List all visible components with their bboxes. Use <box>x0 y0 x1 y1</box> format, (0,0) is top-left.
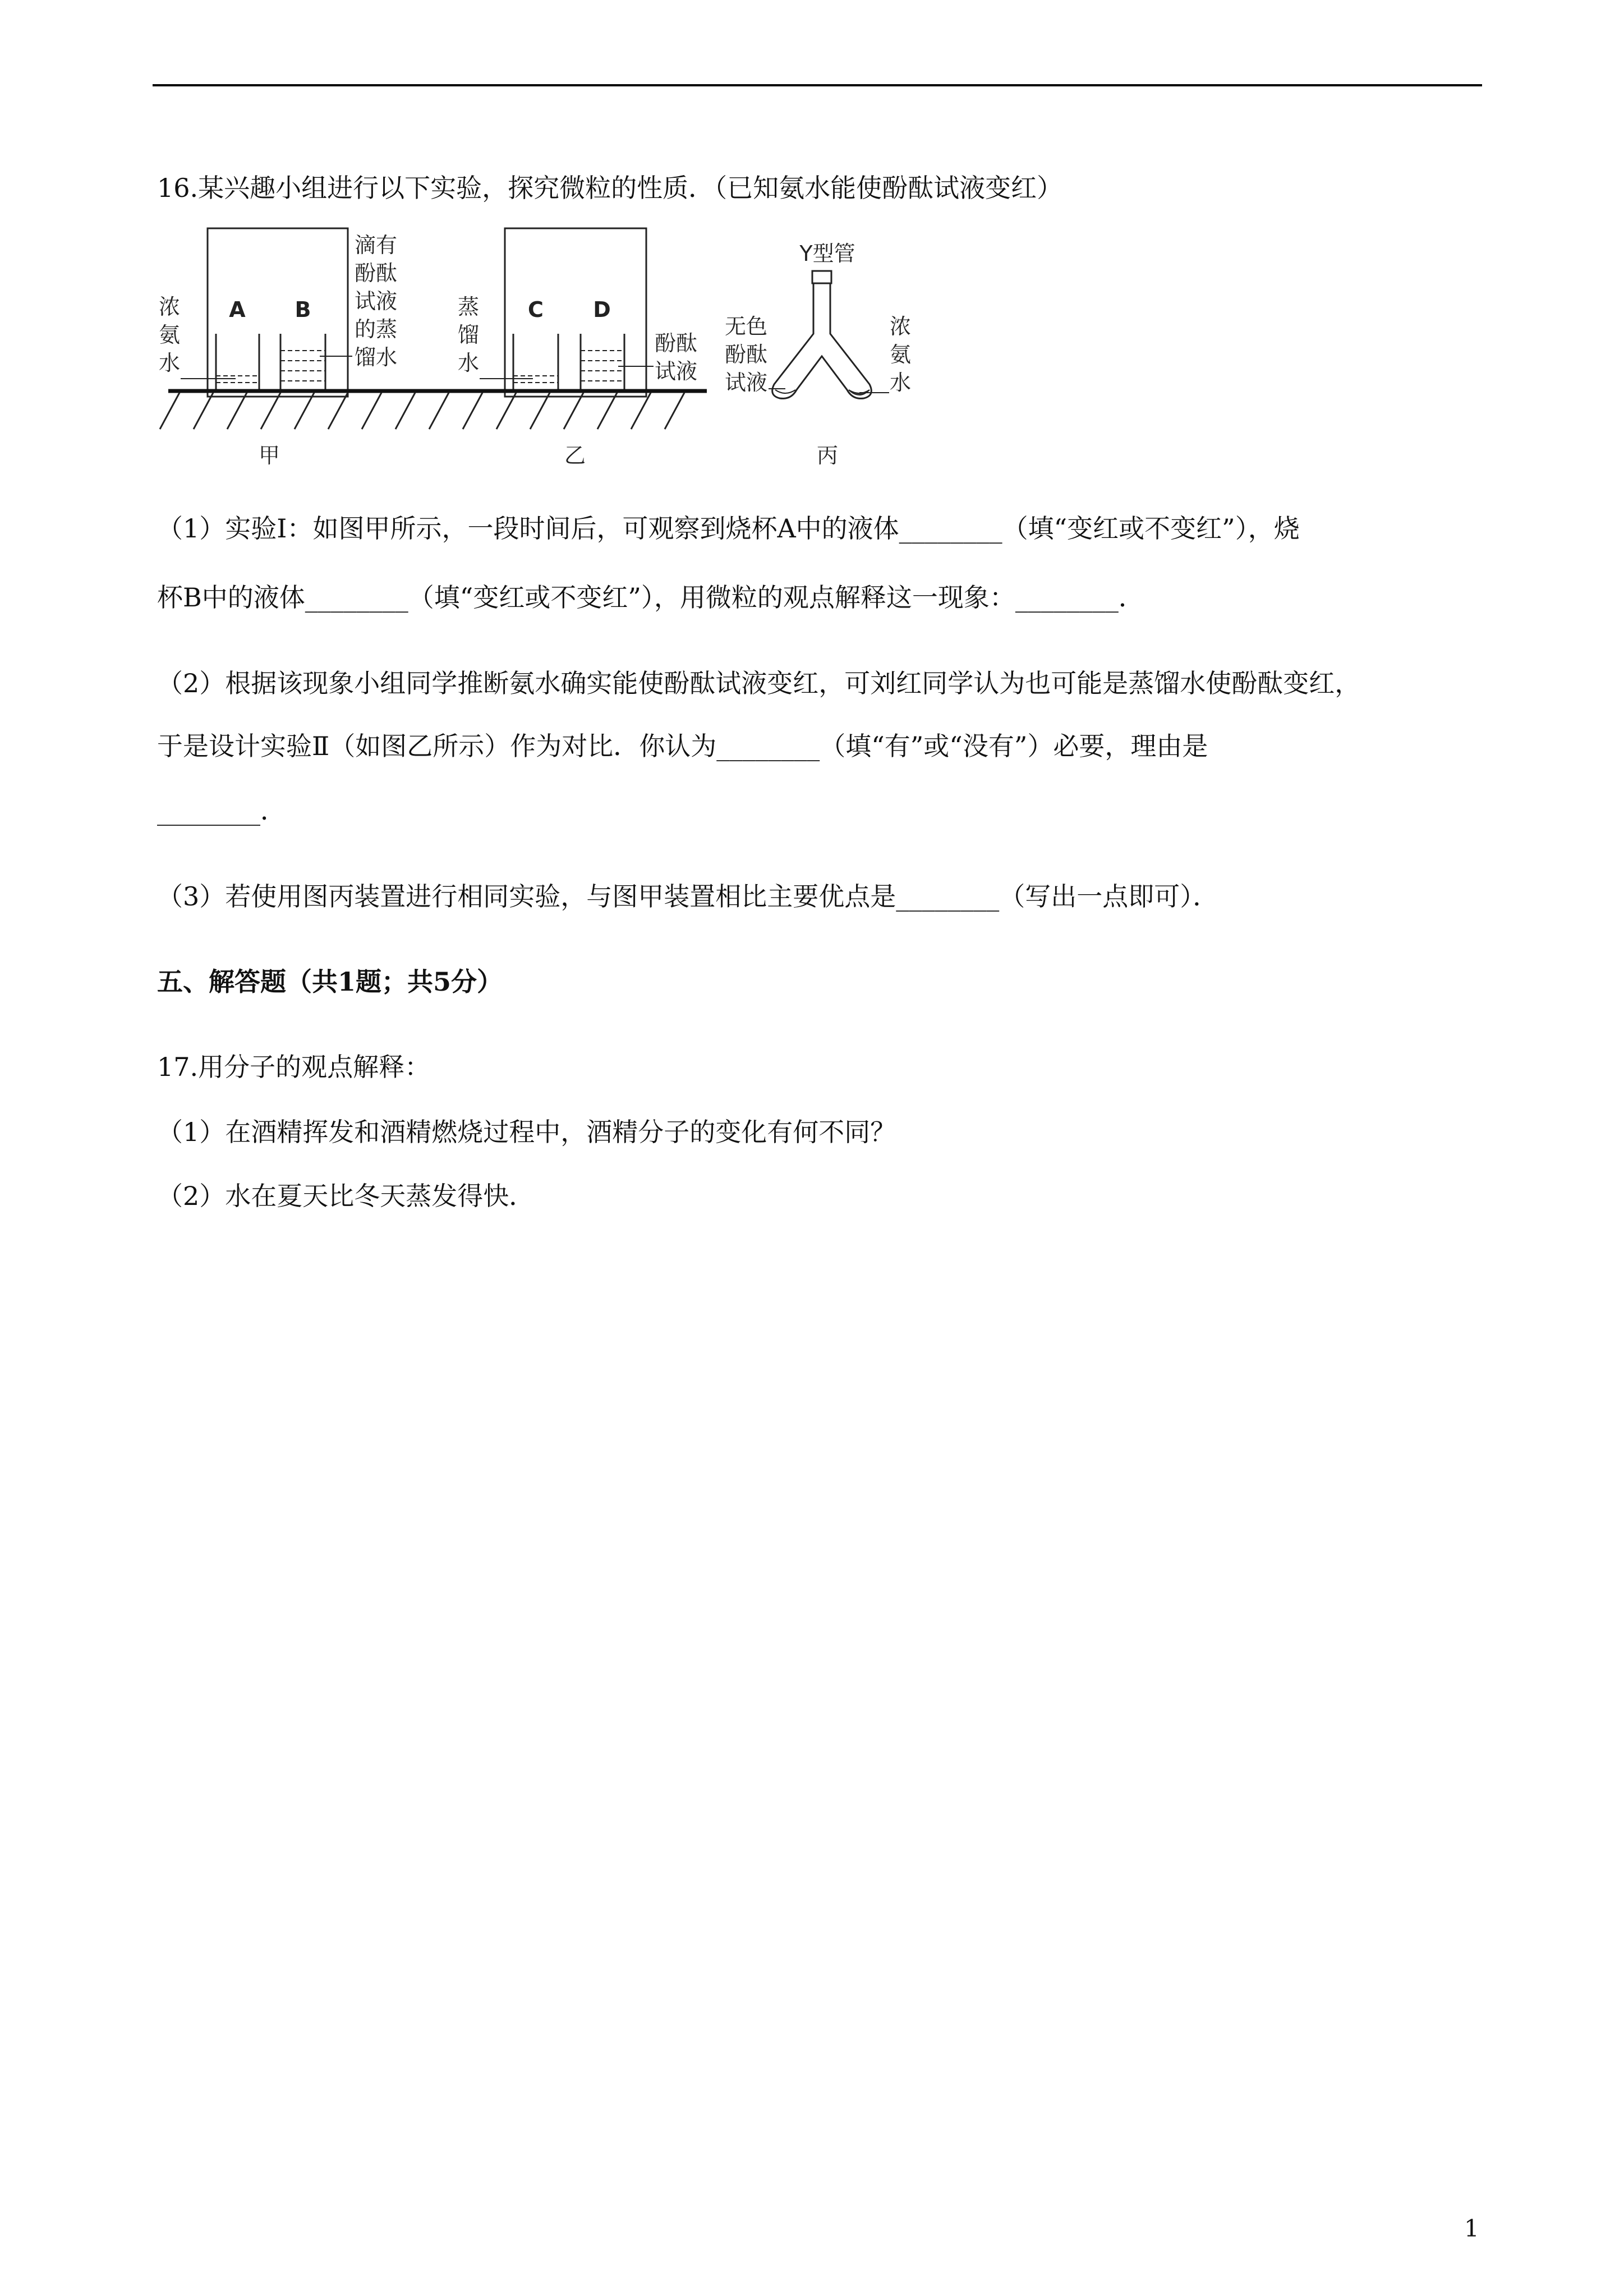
label-phenol-water-4: 的蒸 <box>354 317 398 342</box>
label-distilled-1: 蒸 <box>457 295 480 319</box>
y-tube-stopper <box>812 271 831 283</box>
caption-jia: 甲 <box>258 443 280 468</box>
label-colorless-2: 酚酞 <box>724 342 768 367</box>
label-b: B <box>295 297 311 322</box>
label-colorless-3: 试液 <box>724 370 768 395</box>
question-16-part1-line2: 杯B中的液体________（填“变红或不变红”），用微粒的观点解释这一现象：________． <box>157 582 1144 613</box>
label-phenol-yi-1: 酚酞 <box>654 331 698 356</box>
label-distilled-3: 水 <box>457 351 480 375</box>
question-16-stem: 16.某兴趣小组进行以下实验，探究微粒的性质．（已知氨水能使酚酞试液变红） <box>157 173 1063 203</box>
experiment-figure <box>151 222 926 480</box>
label-ammonia-jia-3: 水 <box>158 351 181 375</box>
beaker-d <box>581 334 624 390</box>
question-16-part2-line3: ________． <box>157 795 286 826</box>
question-16-part3: （3）若使用图丙装置进行相同实验，与图甲装置相比主要优点是________（写出一点即可）． <box>157 881 1219 912</box>
beaker-b <box>280 334 325 390</box>
setup-bing <box>725 241 911 468</box>
label-ammonia-bing-1: 浓 <box>889 314 912 339</box>
setup-jia <box>159 228 397 468</box>
label-d: D <box>593 297 611 322</box>
label-ammonia-jia-1: 浓 <box>158 295 181 319</box>
label-ammonia-bing-2: 氨 <box>889 342 912 367</box>
question-16-part2-line2: 于是设计实验Ⅱ（如图乙所示）作为对比．你认为________（填“有”或“没有”）必要，理由是 <box>157 731 1208 761</box>
setup-yi <box>458 228 697 468</box>
label-y-tube: Y型管 <box>799 241 855 266</box>
question-16-part2-line1: （2）根据该现象小组同学推断氨水确实能使酚酞试液变红，可刘红同学认为也可能是蒸馏水使酚酞变红， <box>157 668 1361 698</box>
question-16-part1-line1: （1）实验Ⅰ：如图甲所示，一段时间后，可观察到烧杯A中的液体________（填“变红或不变红”），烧 <box>157 513 1300 544</box>
beaker-c <box>513 334 558 390</box>
section-heading: 五、解答题（共1题；共5分） <box>157 967 503 997</box>
page-number: 1 <box>1464 2215 1479 2242</box>
label-distilled-2: 馏 <box>457 323 480 347</box>
question-17-part2: （2）水在夏天比冬天蒸发得快． <box>157 1181 535 1211</box>
question-17-stem: 17.用分子的观点解释： <box>157 1052 431 1082</box>
label-c: C <box>528 297 544 322</box>
label-colorless-1: 无色 <box>724 314 768 339</box>
label-ammonia-jia-2: 氨 <box>158 323 181 347</box>
question-17-part1: （1）在酒精挥发和酒精燃烧过程中，酒精分子的变化有何不同？ <box>157 1117 896 1147</box>
label-phenol-water-1: 滴有 <box>354 233 398 257</box>
header-rule <box>153 84 1482 86</box>
label-phenol-water-3: 试液 <box>354 289 398 314</box>
caption-bing: 丙 <box>816 443 839 468</box>
label-phenol-water-2: 酚酞 <box>354 261 398 286</box>
beaker-a <box>216 334 259 390</box>
label-phenol-water-5: 馏水 <box>354 345 398 370</box>
y-tube <box>772 283 872 398</box>
label-a: A <box>229 297 246 322</box>
caption-yi: 乙 <box>564 443 586 468</box>
label-phenol-yi-2: 试液 <box>654 359 698 384</box>
label-ammonia-bing-3: 水 <box>889 370 912 395</box>
